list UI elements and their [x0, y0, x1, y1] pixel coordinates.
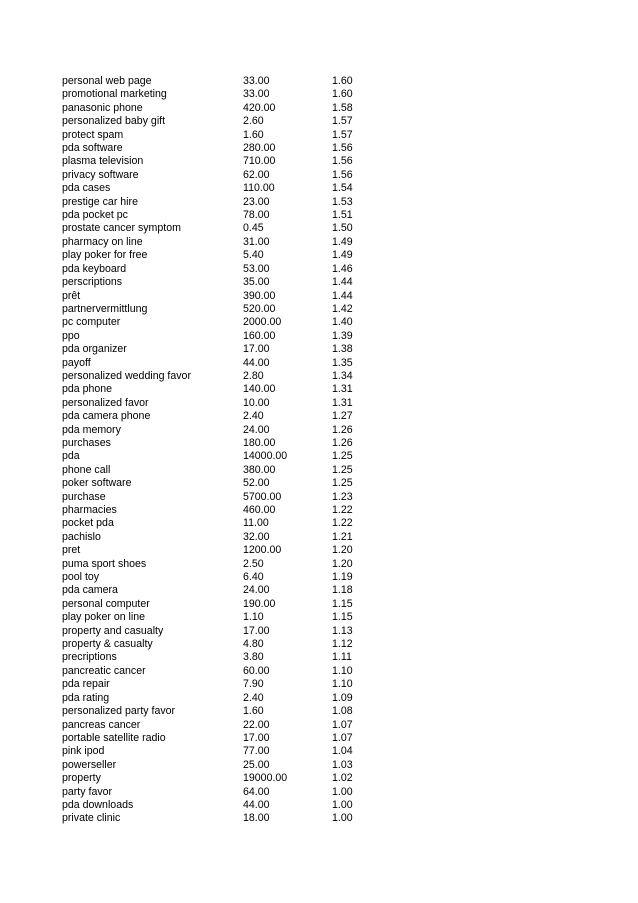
value-cell: 60.00 [243, 664, 270, 677]
table-row [62, 357, 382, 370]
ratio-cell: 1.08 [332, 705, 353, 718]
keyword-cell: play poker on line [62, 611, 146, 624]
keyword-cell: pool toy [62, 571, 100, 584]
ratio-cell: 1.23 [332, 490, 353, 503]
keyword-cell: pda rating [62, 691, 110, 704]
table-row [62, 88, 382, 101]
keyword-cell: pda memory [62, 423, 121, 436]
table-row [62, 504, 382, 517]
table-row [62, 142, 382, 155]
keyword-cell: property & casualty [62, 638, 153, 651]
value-cell: 520.00 [243, 302, 276, 315]
value-cell: 190.00 [243, 597, 276, 610]
keyword-cell: pda software [62, 142, 123, 155]
keyword-cell: pharmacy on line [62, 235, 143, 248]
table-row [62, 370, 382, 383]
ratio-cell: 1.39 [332, 329, 353, 342]
table-row [62, 719, 382, 732]
ratio-cell: 1.07 [332, 718, 353, 731]
keyword-cell: property [62, 772, 101, 785]
value-cell: 25.00 [243, 758, 270, 771]
ratio-cell: 1.11 [332, 651, 352, 664]
table-row [62, 129, 382, 142]
table-row [62, 182, 382, 195]
value-cell: 44.00 [243, 356, 270, 369]
table-row [62, 303, 382, 316]
table-row [62, 343, 382, 356]
value-cell: 32.00 [243, 530, 270, 543]
table-row [62, 383, 382, 396]
value-cell: 1.10 [243, 611, 264, 624]
value-cell: 390.00 [243, 289, 276, 302]
ratio-cell: 1.60 [332, 75, 353, 87]
table-row [62, 330, 382, 343]
value-cell: 17.00 [243, 343, 270, 356]
ratio-cell: 1.25 [332, 463, 353, 476]
table-row [62, 705, 382, 718]
keyword-cell: promotional marketing [62, 88, 167, 101]
value-cell: 64.00 [243, 785, 270, 798]
table-row [62, 397, 382, 410]
ratio-cell: 1.25 [332, 450, 353, 463]
ratio-cell: 1.49 [332, 249, 353, 262]
table-row [62, 75, 382, 88]
ratio-cell: 1.19 [332, 571, 353, 584]
ratio-cell: 1.26 [332, 423, 353, 436]
value-cell: 17.00 [243, 731, 270, 744]
value-cell: 110.00 [243, 182, 275, 195]
ratio-cell: 1.40 [332, 316, 353, 329]
value-cell: 2.40 [243, 410, 264, 423]
table-row [62, 249, 382, 262]
value-cell: 6.40 [243, 571, 264, 584]
keyword-cell: personalized baby gift [62, 115, 166, 128]
keyword-cell: private clinic [62, 812, 121, 825]
table-row [62, 169, 382, 182]
ratio-cell: 1.38 [332, 343, 353, 356]
keyword-cell: pharmacies [62, 504, 117, 516]
keyword-cell: portable satellite radio [62, 731, 166, 744]
ratio-cell: 1.44 [332, 276, 353, 289]
value-cell: 22.00 [243, 718, 270, 731]
table-row [62, 290, 382, 303]
keyword-cell: perscriptions [62, 276, 123, 289]
value-cell: 0.45 [243, 222, 264, 235]
keyword-cell: property and casualty [62, 624, 164, 637]
table-row [62, 692, 382, 705]
keyword-cell: pda organizer [62, 343, 127, 356]
keyword-cell: personalized party favor [62, 705, 176, 718]
table-row [62, 424, 382, 437]
ratio-cell: 1.31 [332, 396, 353, 409]
ratio-cell: 1.03 [332, 758, 353, 771]
ratio-cell: 1.54 [332, 182, 353, 195]
ratio-cell: 1.26 [332, 436, 353, 449]
ratio-cell: 1.56 [332, 155, 353, 168]
value-cell: 23.00 [243, 195, 270, 208]
keyword-cell: play poker for free [62, 249, 148, 262]
ratio-cell: 1.44 [332, 289, 353, 302]
keyword-cell: personal web page [62, 75, 152, 87]
table-row [62, 196, 382, 209]
table-row [62, 102, 382, 115]
table-row [62, 812, 382, 825]
keyword-cell: panasonic phone [62, 101, 143, 114]
ratio-cell: 1.42 [332, 302, 353, 315]
table-row [62, 678, 382, 691]
value-cell: 10.00 [243, 396, 270, 409]
value-cell: 2000.00 [243, 316, 282, 329]
value-cell: 5700.00 [243, 490, 282, 503]
keyword-cell: protect spam [62, 128, 124, 141]
table-row [62, 464, 382, 477]
ratio-cell: 1.04 [332, 745, 353, 758]
ratio-cell: 1.00 [332, 812, 353, 825]
table-row [62, 437, 382, 450]
value-cell: 2.40 [243, 691, 264, 704]
keyword-cell: personalized favor [62, 396, 149, 409]
ratio-cell: 1.58 [332, 101, 353, 114]
value-cell: 11.00 [243, 517, 269, 530]
keyword-cell: party favor [62, 785, 113, 798]
keyword-cell: pda camera phone [62, 410, 151, 423]
value-cell: 14000.00 [243, 450, 288, 463]
keyword-cell: pocket pda [62, 517, 114, 530]
keyword-cell: pda [62, 450, 80, 463]
ratio-cell: 1.00 [332, 798, 353, 811]
ratio-cell: 1.22 [332, 517, 353, 530]
keyword-cell: purchase [62, 490, 106, 503]
ratio-cell: 1.18 [332, 584, 353, 597]
value-cell: 4.80 [243, 638, 264, 651]
table-row [62, 410, 382, 423]
ratio-cell: 1.20 [332, 544, 353, 557]
ratio-cell: 1.12 [332, 638, 353, 651]
table-row [62, 745, 382, 758]
table-row [62, 263, 382, 276]
value-cell: 1200.00 [243, 544, 282, 557]
ratio-cell: 1.35 [332, 356, 353, 369]
keyword-cell: precriptions [62, 651, 117, 664]
value-cell: 17.00 [243, 624, 270, 637]
value-cell: 18.00 [243, 812, 270, 825]
keyword-cell: pda cases [62, 182, 111, 195]
table-row [62, 611, 382, 624]
keyword-cell: puma sport shoes [62, 557, 147, 570]
ratio-cell: 1.34 [332, 369, 353, 382]
value-cell: 35.00 [243, 276, 270, 289]
keyword-cell: pda repair [62, 678, 110, 691]
ratio-cell: 1.10 [332, 664, 353, 677]
keyword-cell: pc computer [62, 316, 121, 329]
value-cell: 31.00 [243, 235, 270, 248]
ratio-cell: 1.57 [332, 115, 353, 128]
value-cell: 710.00 [243, 155, 276, 168]
ratio-cell: 1.31 [332, 383, 353, 396]
ratio-cell: 1.27 [332, 410, 353, 423]
value-cell: 1.60 [243, 128, 264, 141]
ratio-cell: 1.10 [332, 678, 353, 691]
ratio-cell: 1.51 [332, 209, 353, 222]
value-cell: 2.80 [243, 369, 264, 382]
table-row [62, 222, 382, 235]
keyword-cell: pink ipod [62, 745, 105, 758]
ratio-cell: 1.25 [332, 477, 353, 490]
table-row [62, 598, 382, 611]
keyword-cell: pda keyboard [62, 262, 127, 275]
value-cell: 3.80 [243, 651, 264, 664]
value-cell: 77.00 [243, 745, 270, 758]
ratio-cell: 1.02 [332, 772, 353, 785]
table-row [62, 571, 382, 584]
keyword-cell: ppo [62, 329, 80, 342]
table-row [62, 276, 382, 289]
value-cell: 280.00 [243, 142, 276, 155]
keyword-cell: payoff [62, 356, 91, 369]
ratio-cell: 1.09 [332, 691, 353, 704]
table-row [62, 236, 382, 249]
table-row [62, 491, 382, 504]
keyword-cell: plasma television [62, 155, 144, 168]
ratio-cell: 1.00 [332, 785, 353, 798]
table-row [62, 531, 382, 544]
table-row [62, 799, 382, 812]
table-row [62, 115, 382, 128]
value-cell: 460.00 [243, 504, 276, 516]
table-row [62, 732, 382, 745]
value-cell: 380.00 [243, 463, 276, 476]
keyword-cell: personal computer [62, 597, 150, 610]
value-cell: 44.00 [243, 798, 270, 811]
ratio-cell: 1.57 [332, 128, 353, 141]
table-row [62, 155, 382, 168]
keyword-table [62, 75, 382, 826]
value-cell: 180.00 [243, 436, 276, 449]
keyword-cell: pret [62, 544, 81, 557]
ratio-cell: 1.56 [332, 142, 353, 155]
table-row [62, 477, 382, 490]
table-row [62, 209, 382, 222]
keyword-cell: pancreatic cancer [62, 664, 146, 677]
keyword-cell: prostate cancer symptom [62, 222, 181, 235]
keyword-cell: pda pocket pc [62, 209, 128, 222]
ratio-cell: 1.07 [332, 731, 353, 744]
ratio-cell: 1.21 [332, 530, 353, 543]
value-cell: 2.60 [243, 115, 264, 128]
keyword-cell: purchases [62, 436, 111, 449]
keyword-cell: personalized wedding favor [62, 369, 191, 382]
ratio-cell: 1.15 [332, 611, 353, 624]
keyword-cell: phone call [62, 463, 111, 476]
keyword-cell: pancreas cancer [62, 718, 141, 731]
value-cell: 52.00 [243, 477, 270, 490]
keyword-cell: privacy software [62, 168, 139, 181]
value-cell: 1.60 [243, 705, 264, 718]
value-cell: 33.00 [243, 88, 270, 101]
keyword-cell: pda phone [62, 383, 113, 396]
value-cell: 7.90 [243, 678, 264, 691]
value-cell: 5.40 [243, 249, 264, 262]
value-cell: 140.00 [243, 383, 276, 396]
value-cell: 78.00 [243, 209, 270, 222]
value-cell: 2.50 [243, 557, 264, 570]
table-row [62, 450, 382, 463]
table-row [62, 638, 382, 651]
table-row [62, 316, 382, 329]
value-cell: 19000.00 [243, 772, 288, 785]
table-row [62, 625, 382, 638]
value-cell: 53.00 [243, 262, 270, 275]
ratio-cell: 1.60 [332, 88, 353, 101]
table-row [62, 651, 382, 664]
ratio-cell: 1.49 [332, 235, 353, 248]
keyword-cell: pachislo [62, 530, 101, 543]
keyword-cell: poker software [62, 477, 132, 490]
table-row [62, 772, 382, 785]
ratio-cell: 1.22 [332, 504, 353, 516]
ratio-cell: 1.50 [332, 222, 353, 235]
table-row [62, 544, 382, 557]
value-cell: 420.00 [243, 101, 276, 114]
ratio-cell: 1.20 [332, 557, 353, 570]
value-cell: 33.00 [243, 75, 270, 87]
table-row [62, 786, 382, 799]
table-row [62, 665, 382, 678]
table-row [62, 584, 382, 597]
value-cell: 62.00 [243, 168, 270, 181]
keyword-cell: partnervermittlung [62, 302, 148, 315]
ratio-cell: 1.15 [332, 597, 353, 610]
value-cell: 24.00 [243, 584, 270, 597]
table-row [62, 558, 382, 571]
ratio-cell: 1.53 [332, 195, 353, 208]
keyword-cell: powerseller [62, 758, 117, 771]
keyword-cell: pda camera [62, 584, 118, 597]
keyword-cell: pda downloads [62, 798, 134, 811]
value-cell: 160.00 [243, 329, 276, 342]
table-row [62, 759, 382, 772]
value-cell: 24.00 [243, 423, 270, 436]
ratio-cell: 1.46 [332, 262, 353, 275]
table-row [62, 517, 382, 530]
ratio-cell: 1.56 [332, 168, 353, 181]
ratio-cell: 1.13 [332, 624, 353, 637]
keyword-cell: prestige car hire [62, 195, 138, 208]
keyword-cell: prêt [62, 289, 81, 302]
